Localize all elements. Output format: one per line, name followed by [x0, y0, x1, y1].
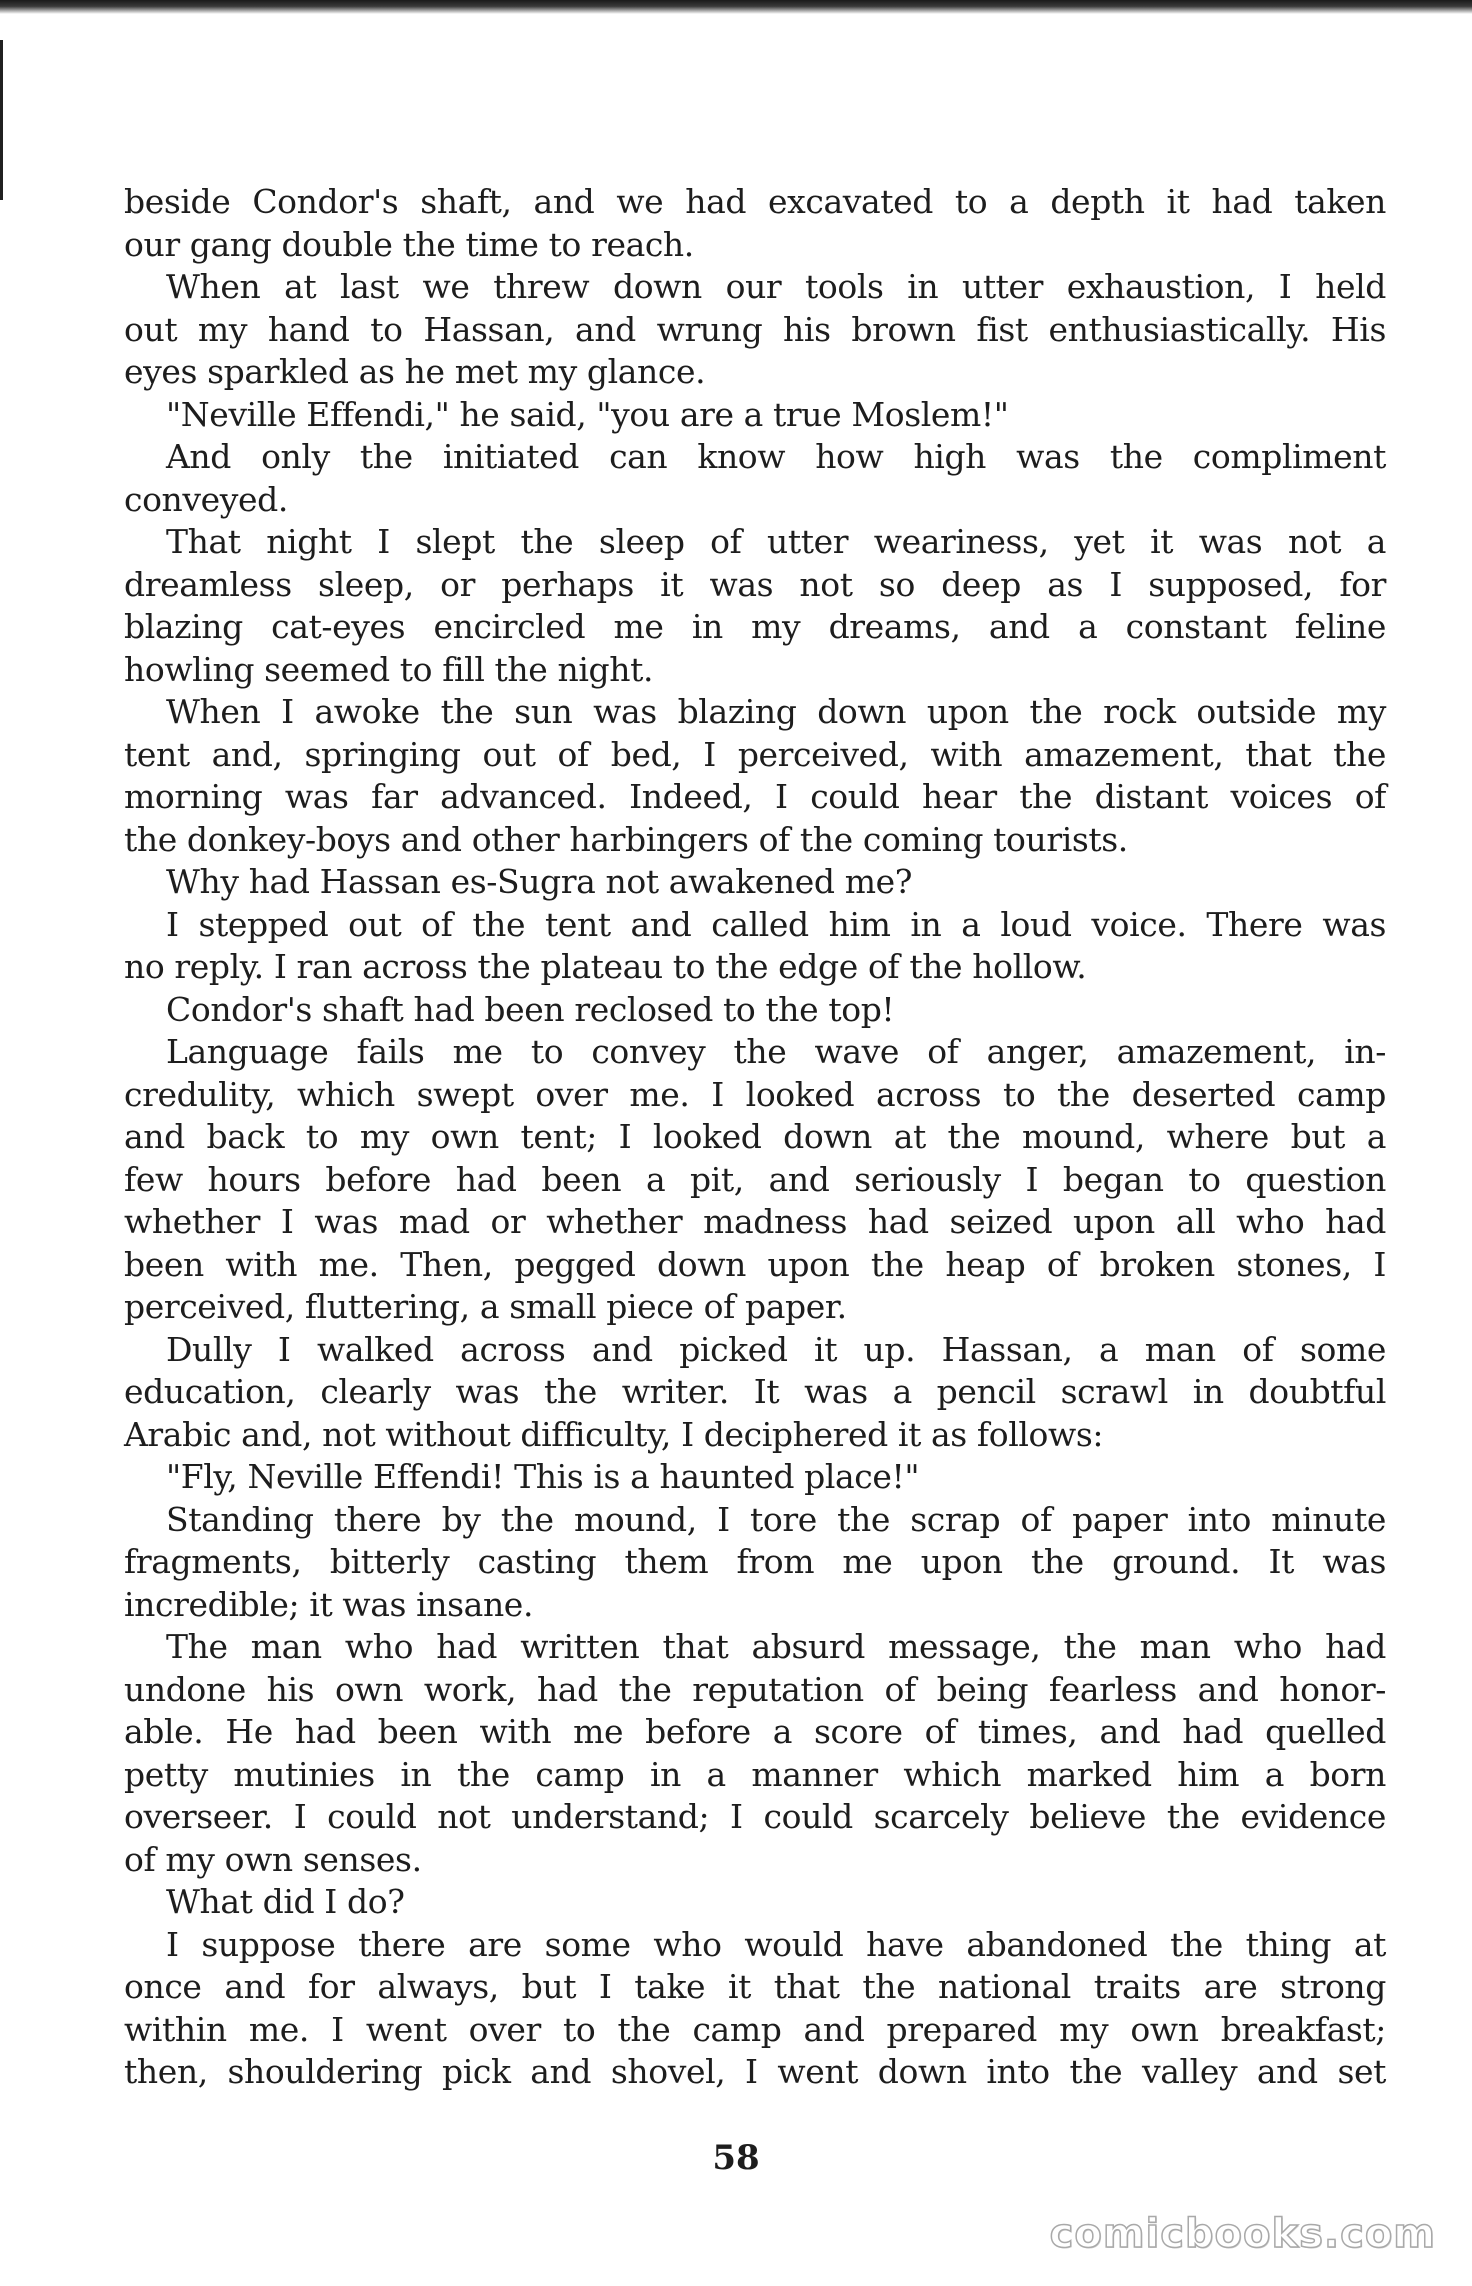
text-line: incredible; it was insane. — [124, 1584, 534, 1624]
text-line: the donkey-boys and other harbingers of the coming tourists. — [124, 819, 1128, 859]
watermark-logo: comicbooks.com — [1049, 2211, 1436, 2257]
text-line: Arabic and, not without difficulty, I deciphered it as follows: — [124, 1414, 1104, 1454]
text-line: morning was far advanced. Indeed, I could hear the distant voices of — [124, 777, 1386, 816]
text-line: credulity, which swept over me. I looked across to the deserted camp — [124, 1074, 1386, 1114]
text-line: That night I slept the sleep of utter weariness, yet it was not a — [166, 522, 1386, 561]
text-line: Dully I walked across and picked it up. Hassan, a man of some — [166, 1329, 1386, 1369]
text-line: I stepped out of the tent and called him in a loud voice. There was — [166, 904, 1386, 944]
text-line: able. He had been with me before a score of times, and had quelled — [124, 1712, 1386, 1751]
text-line: When I awoke the sun was blazing down upon the rock outside my — [166, 692, 1386, 731]
scan-left-edge — [0, 40, 3, 200]
text-line: then, shouldering pick and shovel, I went down into the valley and set — [124, 2052, 1386, 2091]
text-line: perceived, fluttering, a small piece of paper. — [124, 1287, 847, 1326]
text-line: once and for always, but I take it that the national traits are strong — [124, 1967, 1386, 2006]
text-line: "Neville Effendi," he said, "you are a true Moslem!" — [166, 394, 1009, 434]
text-line: dreamless sleep, or perhaps it was not so deep as I supposed, for — [124, 564, 1386, 604]
text-line: conveyed. — [124, 479, 288, 519]
text-line: education, clearly was the writer. It was a pencil scrawl in doubtful — [124, 1372, 1386, 1411]
text-line: Why had Hassan es-Sugra not awakened me? — [166, 862, 913, 901]
text-line: Standing there by the mound, I tore the scrap of paper into minute — [166, 1499, 1386, 1539]
text-line: no reply. I ran across the plateau to the edge of the hollow. — [124, 947, 1087, 986]
text-line: "Fly, Neville Effendi! This is a haunted place!" — [166, 1457, 920, 1496]
scan-top-border — [0, 0, 1472, 14]
text-line: tent and, springing out of bed, I perceived, with amazement, that the — [124, 734, 1386, 774]
text-line: our gang double the time to reach. — [124, 224, 694, 264]
text-line: and back to my own tent; I looked down at the mound, where but a — [124, 1117, 1386, 1156]
text-line: whether I was mad or whether madness had seized upon all who had — [124, 1202, 1386, 1241]
page-text — [124, 181, 1386, 2094]
text-line: The man who had written that absurd message, the man who had — [166, 1627, 1386, 1666]
text-line: I suppose there are some who would have abandoned the thing at — [166, 1924, 1386, 1964]
text-line: Language fails me to convey the wave of anger, amazement, in- — [166, 1032, 1386, 1071]
text-line: And only the initiated can know how high was the compliment — [166, 437, 1386, 476]
text-line: been with me. Then, pegged down upon the heap of broken stones, I — [124, 1244, 1386, 1284]
text-line: petty mutinies in the camp in a manner which marked him a born — [124, 1754, 1386, 1794]
page-number: 58 — [712, 2138, 760, 2178]
text-line: howling seemed to fill the night. — [124, 649, 654, 689]
text-line: few hours before had been a pit, and seriously I began to question — [124, 1159, 1386, 1199]
text-line: beside Condor's shaft, and we had excavated to a depth it had taken — [124, 182, 1386, 221]
text-line: When at last we threw down our tools in utter exhaustion, I held — [166, 267, 1386, 306]
text-line: blazing cat-eyes encircled me in my dreams, and a constant feline — [124, 607, 1386, 646]
text-line: out my hand to Hassan, and wrung his brown fist enthusiastically. His — [124, 309, 1386, 349]
text-line: What did I do? — [166, 1882, 405, 1921]
text-line: of my own senses. — [124, 1839, 422, 1879]
text-line: overseer. I could not understand; I could scarcely believe the evidence — [124, 1797, 1386, 1836]
text-line: eyes sparkled as he met my glance. — [124, 352, 706, 391]
text-line: within me. I went over to the camp and prepared my own breakfast; — [124, 2009, 1386, 2049]
text-line: undone his own work, had the reputation of being fearless and honor- — [124, 1669, 1386, 1709]
text-line: Condor's shaft had been reclosed to the top! — [166, 989, 895, 1029]
text-line: fragments, bitterly casting them from me upon the ground. It was — [124, 1542, 1386, 1581]
